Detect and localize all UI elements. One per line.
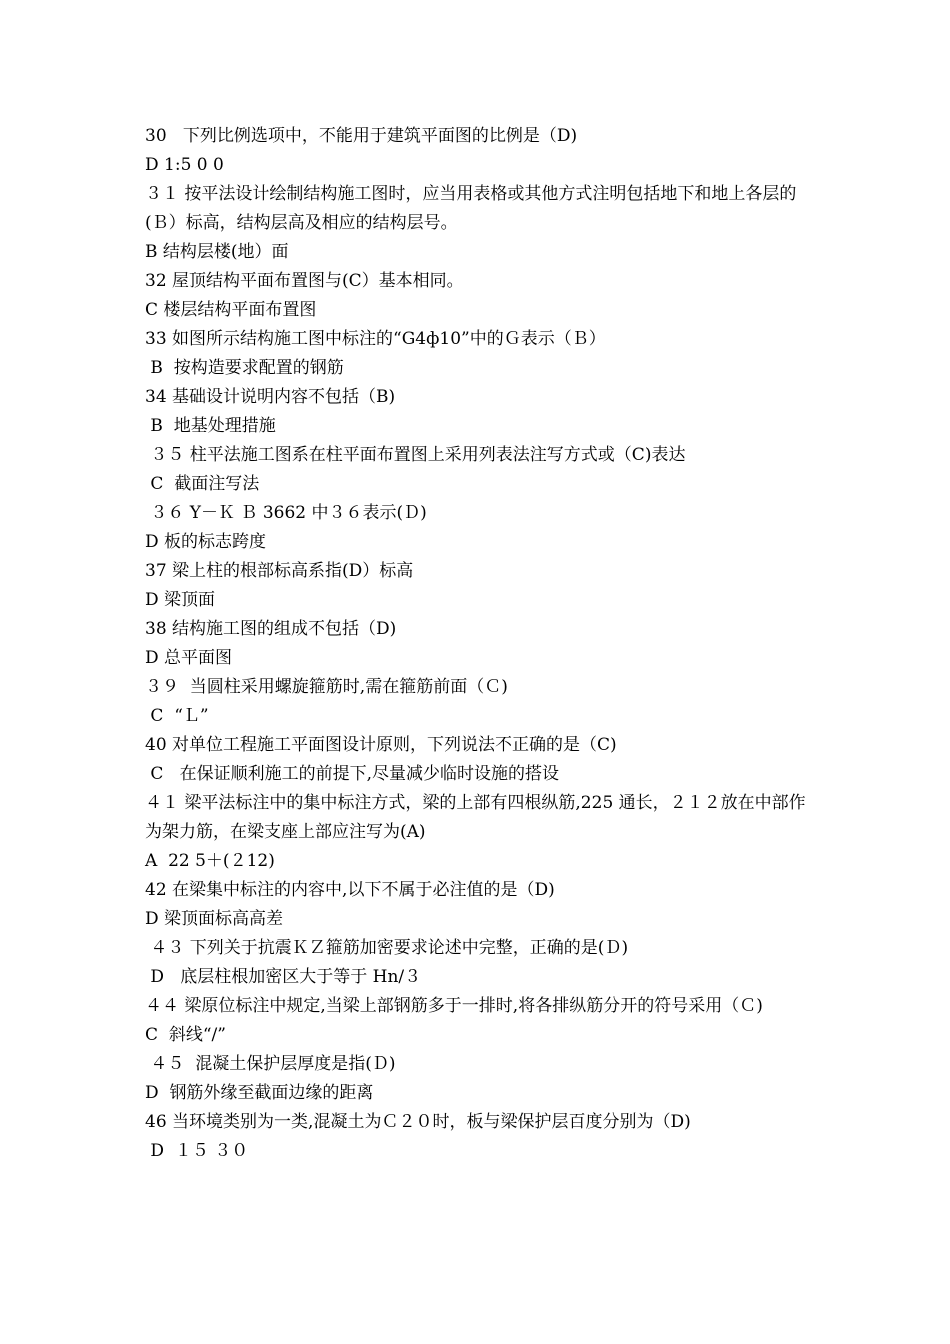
answer-46: D １５ ３０ bbox=[145, 1141, 249, 1161]
question-30: 30 下列比例选项中，不能用于建筑平面图的比例是（D) bbox=[145, 126, 578, 146]
question-32: 32 屋顶结构平面布置图与(C）基本相同。 bbox=[145, 271, 464, 291]
answer-40: C 在保证顺利施工的前提下,尽量减少临时设施的搭设 bbox=[145, 764, 560, 784]
answer-39: C “Ｌ” bbox=[145, 706, 209, 726]
answer-32: C 楼层结构平面布置图 bbox=[145, 300, 317, 320]
question-37: 37 梁上柱的根部标高系指(D）标高 bbox=[145, 561, 414, 581]
question-31: ３１ 按平法设计绘制结构施工图时，应当用表格或其他方式注明包括地下和地上各层的(Ｂ）标高，结构层高及相应的结构层号。 bbox=[145, 184, 797, 233]
answer-44: C 斜线“/” bbox=[145, 1025, 226, 1045]
answer-31: B 结构层楼(地）面 bbox=[145, 242, 289, 262]
question-44: ４４ 梁原位标注中规定,当梁上部钢筋多于一排时,将各排纵筋分开的符号采用（Ｃ) bbox=[145, 996, 763, 1016]
question-38: 38 结构施工图的组成不包括（D) bbox=[145, 619, 397, 639]
question-40: 40 对单位工程施工平面图设计原则，下列说法不正确的是（C) bbox=[145, 735, 617, 755]
question-45: ４５ 混凝土保护层厚度是指(Ｄ) bbox=[145, 1054, 396, 1074]
answer-35: C 截面注写法 bbox=[145, 474, 260, 494]
question-41: ４１ 梁平法标注中的集中标注方式，梁的上部有四根纵筋,225 通长，２１２放在中部作为架力筋，在梁支座上部应注写为(A) bbox=[145, 793, 806, 842]
question-43: ４３ 下列关于抗震ＫＺ箍筋加密要求论述中完整，正确的是(Ｄ) bbox=[145, 938, 629, 958]
answer-38: D 总平面图 bbox=[145, 648, 233, 668]
answer-30: D 1:5 0 0 bbox=[145, 155, 224, 175]
question-46: 46 当环境类别为一类,混凝土为Ｃ２０时，板与梁保护层百度分别为（D) bbox=[145, 1112, 691, 1132]
document-page bbox=[145, 122, 810, 1166]
answer-34: B 地基处理措施 bbox=[145, 416, 276, 436]
question-34: 34 基础设计说明内容不包括（B) bbox=[145, 387, 396, 407]
question-39: ３９ 当圆柱采用螺旋箍筋时,需在箍筋前面（Ｃ) bbox=[145, 677, 508, 697]
answer-36: D 板的标志跨度 bbox=[145, 532, 267, 552]
answer-37: D 梁顶面 bbox=[145, 590, 216, 610]
question-35: ３５ 柱平法施工图系在柱平面布置图上采用列表法注写方式或（C)表达 bbox=[145, 445, 686, 465]
answer-41: A 22 5＋(２12) bbox=[145, 851, 275, 871]
question-36: ３６ Y－Ｋ Ｂ 3662 中３６表示(Ｄ) bbox=[145, 503, 427, 523]
answer-43: D 底层柱根加密区大于等于 Hn/３ bbox=[145, 967, 422, 987]
question-33: 33 如图所示结构施工图中标注的“G4ф10”中的Ｇ表示（Ｂ） bbox=[145, 329, 606, 349]
answer-45: D 钢筋外缘至截面边缘的距离 bbox=[145, 1083, 374, 1103]
question-42: 42 在梁集中标注的内容中,以下不属于必注值的是（D) bbox=[145, 880, 555, 900]
answer-42: D 梁顶面标高高差 bbox=[145, 909, 284, 929]
answer-33: B 按构造要求配置的钢筋 bbox=[145, 358, 344, 378]
